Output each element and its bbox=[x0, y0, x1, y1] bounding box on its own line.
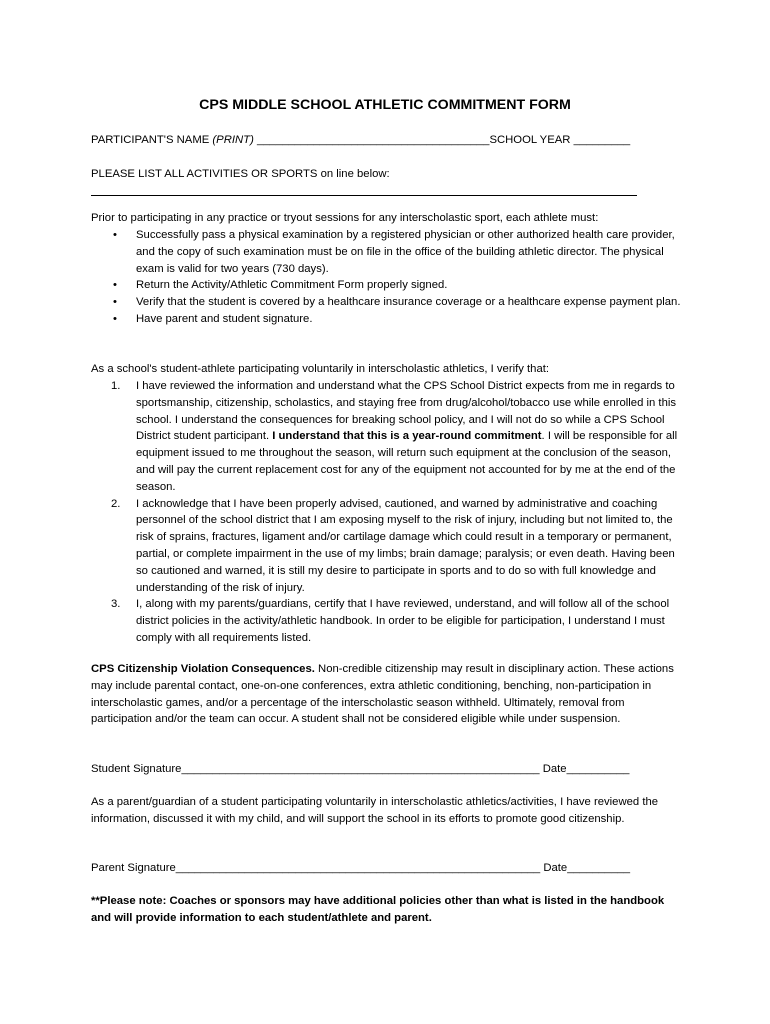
list-item bbox=[91, 311, 681, 328]
participant-name-field[interactable]: _____________________________________ bbox=[256, 134, 490, 146]
item-number: 1. bbox=[111, 380, 121, 392]
parent-statement: As a parent/guardian of a student participating voluntarily in interscholastic athletics/activities, I have reviewed the information, discussed it with my child, and will support the school in its efforts to promote good citizenship. bbox=[91, 796, 659, 825]
year-round-emphasis: I understand that this is a year-round commitment bbox=[272, 430, 542, 443]
citizenship-section bbox=[91, 661, 687, 728]
participant-name-note: (PRINT) bbox=[212, 134, 254, 146]
student-signature-field[interactable]: _________________________________________________________ bbox=[181, 763, 540, 775]
student-date-label: Date bbox=[542, 763, 567, 775]
activities-label: PLEASE LIST ALL ACTIVITIES OR SPORTS on line below: bbox=[91, 168, 390, 180]
citizenship-heading: CPS Citizenship Violation Consequences. bbox=[91, 663, 315, 675]
bullet-icon: • bbox=[113, 279, 117, 292]
item-number: 2. bbox=[111, 497, 121, 510]
student-signature-row bbox=[91, 761, 691, 778]
school-year-label: SCHOOL YEAR bbox=[489, 134, 571, 146]
prereq-intro: Prior to participating in any practice or tryout sessions for any interscholastic sport, each athlete must: bbox=[91, 212, 599, 224]
verify-intro: As a school's student-athlete participating voluntarily in interscholastic athletics, I verify that: bbox=[91, 363, 550, 375]
parent-signature-label: Parent Signature bbox=[91, 862, 176, 874]
verify-list bbox=[91, 378, 683, 647]
item-number: 3. bbox=[111, 598, 121, 611]
handbook-note: **Please note: Coaches or sponsors may have additional policies other than what is listed in the handbook and will provide information to each student/athlete and parent. bbox=[91, 895, 665, 924]
parent-date-field[interactable]: __________ bbox=[567, 862, 631, 874]
verify-item-text: I acknowledge that I have been properly advised, cautioned, and warned by administrative and coaching personnel of the school district that I am exposing myself to the risk of injury, including but not limited to, the risk of sprains, fractures, ligament and/or cartilage damage which could result in a temporary or permanent, partial, or complete impairment in the use of my limbs; brain damage; paralysis; or even death. Having been so cautioned and warned, it is still my desire to participate in sports and to do so with full knowledge and understanding of the risk of injury. bbox=[136, 497, 675, 594]
list-item bbox=[91, 294, 681, 311]
parent-signature-field[interactable]: __________________________________________________________ bbox=[175, 862, 541, 874]
page-title: CPS MIDDLE SCHOOL ATHLETIC COMMITMENT FORM bbox=[199, 97, 571, 113]
prereq-item-text: Successfully pass a physical examination by a registered physician or other authorized health care provider, and the copy of such examination must be on file in the office of the building athletic director. The physical exam is valid for two years (730 days). bbox=[136, 229, 675, 275]
bullet-icon: • bbox=[113, 229, 117, 241]
prereq-item-text: Return the Activity/Athletic Commitment Form properly signed. bbox=[136, 279, 448, 292]
prereq-list bbox=[91, 227, 681, 328]
student-signature-label: Student Signature bbox=[91, 763, 182, 775]
activities-line[interactable] bbox=[91, 195, 637, 196]
bullet-icon: • bbox=[113, 312, 117, 325]
participant-name-label: PARTICIPANT'S NAME bbox=[91, 134, 210, 146]
verify-item-text: I, along with my parents/guardians, certify that I have reviewed, understand, and will follow all of the school district policies in the activity/athletic handbook. In order to be eligible for participation, I understand I must comply with all requirements listed. bbox=[136, 598, 670, 644]
participant-name-row bbox=[91, 132, 691, 149]
verify-item-text: I have reviewed the information and understand what the CPS School District expects from me in regards to sportsmanship, citizenship, scholastics, and staying free from drug/alcohol/tobacco use while enrolled in this school. I understand the consequences for breaking school policy, and I will not do so while a CPS School District student participant. bbox=[136, 380, 677, 443]
list-item bbox=[91, 277, 681, 294]
prereq-item-text: Verify that the student is covered by a healthcare insurance coverage or a healthcare expense payment plan. bbox=[136, 296, 681, 309]
student-date-field[interactable]: __________ bbox=[566, 763, 630, 775]
citizenship-text: Non-credible citizenship may result in disciplinary action. These actions may include parental contact, one-on-one conferences, extra athletic conditioning, benching, non-participation in interscholastic games, and/or a percentage of the interscholastic season withheld. Ultimately, removal from participation and/or the team can occur. A student shall not be considered eligible while under suspension. bbox=[91, 663, 674, 726]
list-item bbox=[91, 378, 683, 496]
prereq-item-text: Have parent and student signature. bbox=[136, 312, 313, 325]
school-year-field[interactable]: _________ bbox=[573, 134, 631, 146]
bullet-icon: • bbox=[113, 296, 117, 309]
list-item bbox=[91, 496, 683, 597]
list-item bbox=[91, 227, 681, 277]
verify-item-text: . I will be responsible for all equipment issued to me throughout the season, will return such equipment at the conclusion of the season, and will pay the current replacement cost for any of the equipment not accounted for by me at the end of the season. bbox=[136, 430, 678, 493]
parent-signature-row bbox=[91, 860, 691, 877]
parent-date-label: Date bbox=[543, 862, 568, 874]
list-item bbox=[91, 596, 683, 646]
